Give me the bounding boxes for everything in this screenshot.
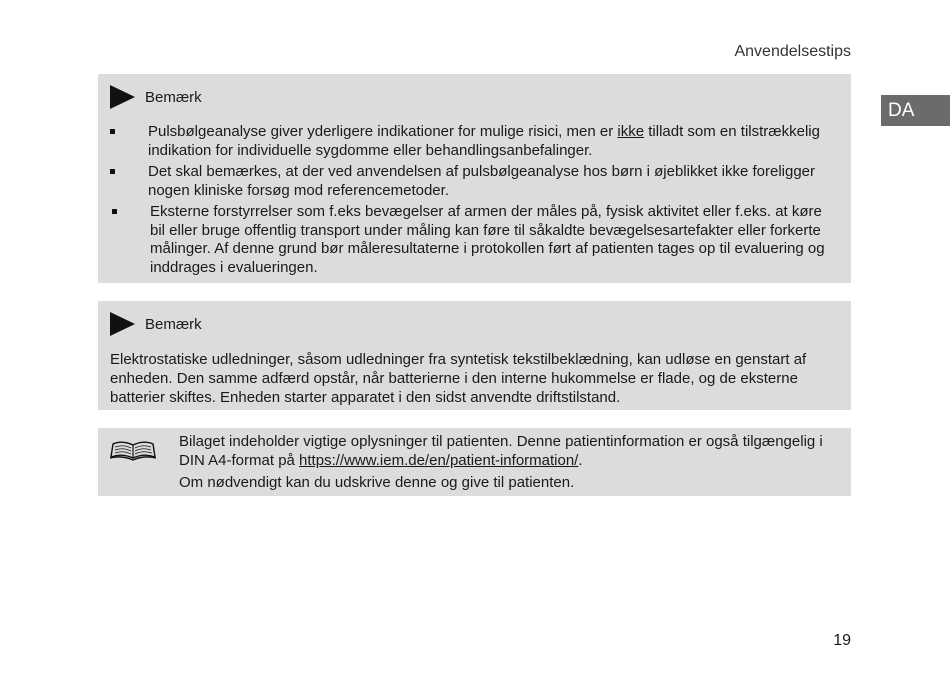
info-box [98, 428, 851, 496]
bullet-text-part: tilladt som en tilstrækkelig indikation for individuelle sygdomme eller behandlingsanbefalinger. [148, 123, 820, 159]
bullet-text: Eksterne forstyrrelser som f.eks bevægelser af armen der måles på, fysisk aktivitet eller f.eks. at køre bil eller bruge offentlig transport under måling kan føre til såkaldte bevægelsesartefakter eller forkerte målinger. Af denne grund bør måleresultaterne i protokollen ført af patienten tages op til evaluering og inddrages i evalueringen. [150, 203, 825, 276]
patient-info-link[interactable]: https://www.iem.de/en/patient-information/ [299, 452, 579, 469]
note-bullet-list [110, 123, 840, 280]
bullet-text-part: Pulsbølgeanalyse giver yderligere indikationer for mulige risici, men er [148, 123, 618, 140]
bullet-square-icon [110, 129, 115, 134]
note-triangle-icon [110, 85, 135, 109]
list-item [110, 163, 840, 200]
bullet-square-icon [112, 209, 117, 214]
note-title-2: Bemærk [145, 315, 202, 333]
info-text-part: . [578, 452, 583, 469]
section-title: Anvendelsestips [734, 43, 851, 60]
note-triangle-icon [110, 312, 135, 336]
note-title-1: Bemærk [145, 88, 202, 106]
info-text-part: Bilaget indeholder vigtige oplysninger til patienten. Denne patientinformation er også tilgængelig i DIN A4-format på [179, 433, 823, 469]
info-text [179, 432, 839, 492]
page-number: 19 [833, 632, 851, 649]
note-header-2 [110, 311, 202, 337]
note-box-1 [98, 74, 851, 283]
info-paragraph-2: Om nødvendigt kan du udskrive denne og give til patienten. [179, 474, 575, 491]
bullet-square-icon [110, 169, 115, 174]
note-header-1 [110, 84, 202, 110]
bullet-text: Det skal bemærkes, at der ved anvendelsen af pulsbølgeanalyse hos børn i øjeblikket ikke foreligger nogen kliniske forsøg mod referencemetoder. [148, 163, 816, 199]
note-box-2 [98, 301, 851, 410]
note-paragraph: Elektrostatiske udledninger, såsom udledninger fra syntetisk tekstilbeklædning, kan udløse en genstart af enheden. Den samme adfærd opstår, når batterierne i den interne hukommelse er flade, og de eksterne batterier skiftes. Enheden starter apparatet i den sidst anvendte driftstilstand. [110, 351, 807, 406]
list-item [110, 203, 840, 277]
list-item [110, 123, 840, 160]
language-tab: DA [881, 95, 950, 126]
book-icon [110, 439, 156, 461]
underlined-word: ikke [617, 123, 645, 140]
info-paragraph-1 [179, 432, 839, 470]
